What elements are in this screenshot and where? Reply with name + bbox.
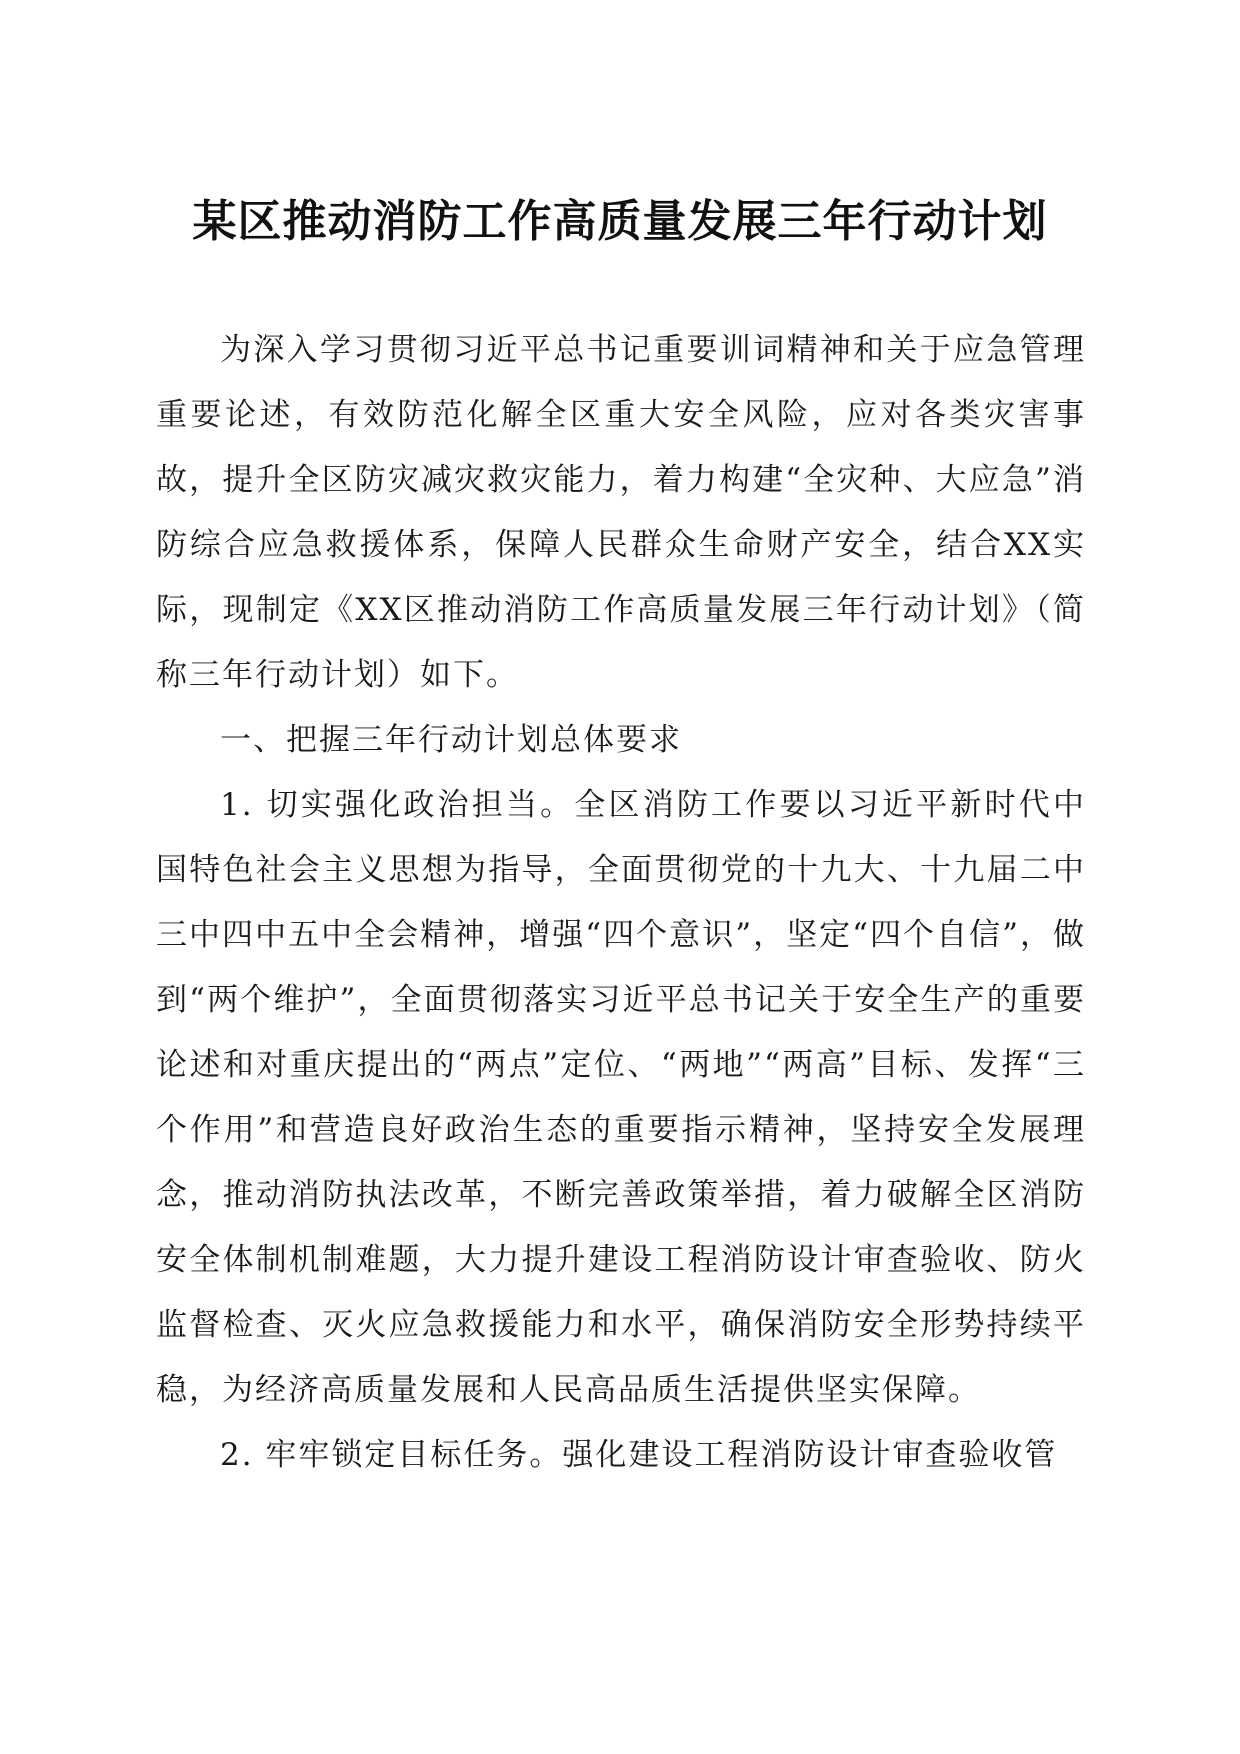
document-body [156,318,1086,1488]
item-paragraph-2: 2. 牢牢锁定目标任务。强化建设工程消防设计审查验收管 [220,1437,1058,1473]
section-heading: 一、把握三年行动计划总体要求 [220,722,682,758]
item-paragraph-1: 1. 切实强化政治担当。全区消防工作要以习近平新时代中国特色社会主义思想为指导，全面贯彻党的十九大、十九届二中三中四中五中全会精神，增强“四个意识”，坚定“四个自信”，做到“两个维护”，全面贯彻落实习近平总书记关于安全生产的重要论述和对重庆提出的“两点”定位、“两地”“两高”目标、发挥“三个作用”和营造良好政治生态的重要指示精神，坚持安全发展理念，推动消防执法改革，不断完善政策举措，着力破解全区消防安全体制机制难题，大力提升建设工程消防设计审查验收、防火监督检查、灭火应急救援能力和水平，确保消防安全形势持续平稳，为经济高质量发展和人民高品质生活提供坚实保障。 [156,787,1086,1408]
intro-paragraph: 为深入学习贯彻习近平总书记重要训词精神和关于应急管理重要论述，有效防范化解全区重大安全风险，应对各类灾害事故，提升全区防灾减灾救灾能力，着力构建“全灾种、大应急”消防综合应急救援体系，保障人民群众生命财产安全，结合XX实际，现制定《XX区推动消防工作高质量发展三年行动计划》（简称三年行动计划）如下。 [156,332,1086,693]
document-title: 某区推动消防工作高质量发展三年行动计划 [192,196,1048,247]
